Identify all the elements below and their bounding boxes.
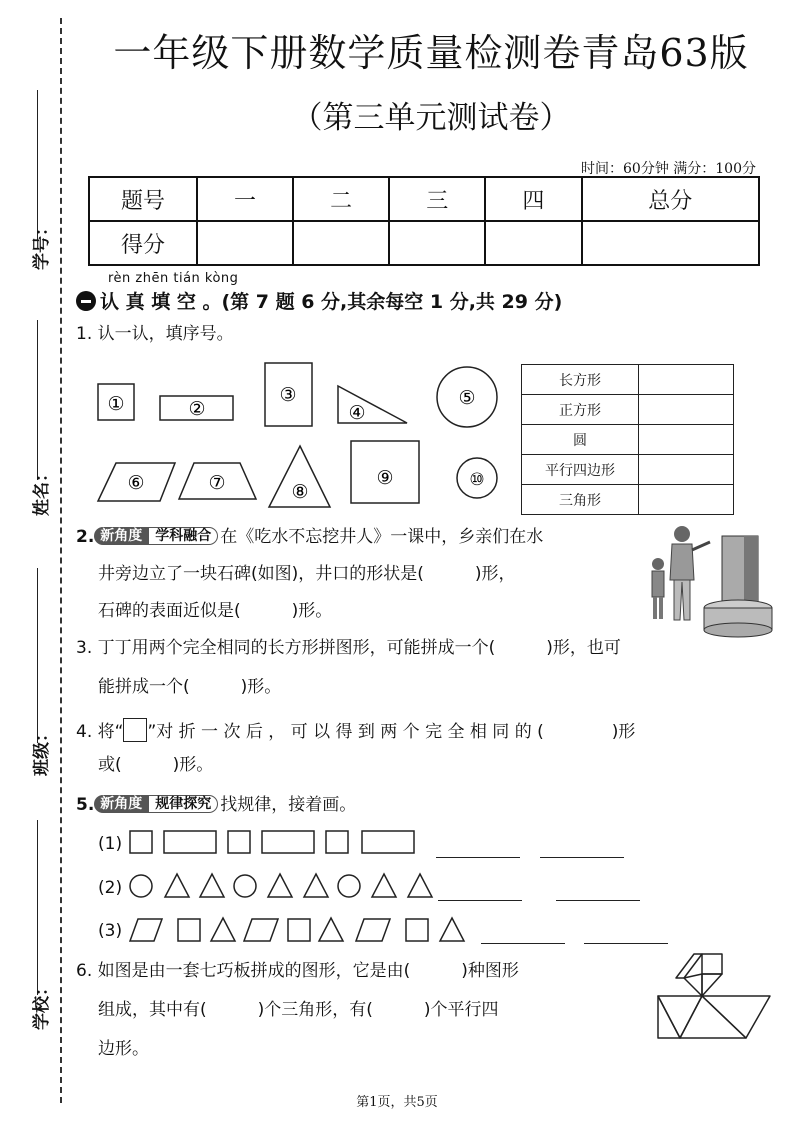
school-line xyxy=(37,820,38,995)
page-title: 一年级下册数学质量检测卷青岛63版 xyxy=(113,31,749,75)
pattern-square xyxy=(228,831,250,853)
score-table xyxy=(88,176,760,266)
stele-shade-icon xyxy=(744,536,758,604)
score-table-header-row xyxy=(89,177,759,221)
answer-cell[interactable] xyxy=(639,365,734,395)
pattern-answer-blank[interactable] xyxy=(556,900,640,901)
shape-label: ④ xyxy=(348,402,366,424)
score-input-cell[interactable] xyxy=(485,221,581,265)
table-row xyxy=(522,485,734,515)
pattern-triangle xyxy=(372,874,396,897)
student-number-line xyxy=(37,90,38,240)
pattern-parallelogram xyxy=(130,919,162,941)
section-heading xyxy=(76,287,562,314)
question-2-line-1 xyxy=(76,527,543,546)
score-row-label: 得分 xyxy=(89,221,197,265)
shape-label: ⑧ xyxy=(291,481,309,503)
score-header-cell: 一 xyxy=(197,177,293,221)
table-row xyxy=(522,395,734,425)
tangram-large-triangle-icon xyxy=(702,996,770,1038)
class-label: 班级： xyxy=(32,725,52,776)
question-6-line-1: 6. 如图是由一套七巧板拼成的图形，它是由( )种图形 xyxy=(76,961,519,981)
question-4-line-1 xyxy=(76,718,635,742)
shape-type-label: 圆 xyxy=(522,425,639,455)
shape-label: ⑤ xyxy=(458,387,476,409)
shape-label: ② xyxy=(188,398,206,420)
question-5-number: 5. xyxy=(76,795,95,815)
score-header-cell: 二 xyxy=(293,177,389,221)
tangram-side-triangle-icon xyxy=(658,996,680,1038)
shape-type-label: 正方形 xyxy=(522,395,639,425)
child-leg-icon xyxy=(659,597,663,619)
student-number-label: 学号： xyxy=(32,219,52,270)
answer-cell[interactable] xyxy=(639,455,734,485)
pattern-answer-blank[interactable] xyxy=(540,857,624,858)
shape-label: ⑨ xyxy=(376,467,394,489)
pattern-answer-blank[interactable] xyxy=(481,943,565,944)
pattern-answer-blank[interactable] xyxy=(438,900,522,901)
teacher-legs-icon xyxy=(674,580,690,620)
answer-cell[interactable] xyxy=(639,485,734,515)
question-2-number: 2. xyxy=(76,527,95,547)
question-3-line-1: 3. 丁丁用两个完全相同的长方形拼图形，可能拼成一个( )形，也可 xyxy=(76,638,621,658)
shape-label: ⑥ xyxy=(127,472,145,494)
name-label: 姓名： xyxy=(32,465,52,516)
shape-type-label: 长方形 xyxy=(522,365,639,395)
pattern-triangle xyxy=(211,918,235,941)
score-header-cell: 总分 xyxy=(582,177,760,221)
pattern-parallelogram xyxy=(356,919,390,941)
page-subtitle: （第三单元测试卷） xyxy=(291,100,571,136)
pattern-figures xyxy=(126,826,466,951)
new-angle-tag: 新角度 xyxy=(94,795,148,813)
tangram-figure xyxy=(654,950,774,1046)
shape-type-label: 平行四边形 xyxy=(522,455,639,485)
pattern-rectangle xyxy=(262,831,314,853)
pattern-rectangle xyxy=(164,831,216,853)
tangram-small-triangle-icon xyxy=(684,974,702,996)
pattern-triangle xyxy=(319,918,343,941)
pattern-triangle xyxy=(304,874,328,897)
question-4-line-2: 或( )形。 xyxy=(98,755,214,775)
pattern-exploration-tag: 规律探究 xyxy=(148,795,218,813)
answer-cell[interactable] xyxy=(639,395,734,425)
question-5-text: 找规律，接着画。 xyxy=(220,795,357,815)
question-2-line-3: 石碑的表面近似是( )形。 xyxy=(98,601,333,621)
question-6-line-3: 边形。 xyxy=(98,1039,149,1059)
pattern-square xyxy=(178,919,200,941)
pattern-row-2-label: (2) xyxy=(98,878,123,898)
child-head-icon xyxy=(652,558,664,570)
section-pinyin: rèn zhēn tián kòng xyxy=(108,271,239,286)
pattern-square xyxy=(406,919,428,941)
tangram-small-triangle-icon xyxy=(702,974,722,996)
score-input-cell[interactable] xyxy=(582,221,760,265)
score-input-cell[interactable] xyxy=(389,221,485,265)
shape-label: ⑩ xyxy=(469,470,485,490)
section-one-badge-icon xyxy=(76,291,96,311)
well-and-stele-illustration xyxy=(644,520,774,650)
tangram-medium-triangle-icon xyxy=(658,996,702,1038)
time-info: 时间：60分钟 满分：100分 xyxy=(581,161,756,177)
square-symbol-icon xyxy=(123,718,147,742)
score-header-cell: 三 xyxy=(389,177,485,221)
pattern-answer-blank[interactable] xyxy=(436,857,520,858)
question-2-text-1: 在《吃水不忘挖井人》一课中，乡亲们在水 xyxy=(220,527,544,547)
shape-answer-table xyxy=(521,364,734,515)
question-5-line-1 xyxy=(76,795,356,814)
teacher-body-icon xyxy=(670,544,694,580)
pattern-triangle xyxy=(408,874,432,897)
class-line xyxy=(37,568,38,743)
pattern-circle xyxy=(338,875,360,897)
score-header-cell: 题号 xyxy=(89,177,197,221)
question-1-circles xyxy=(432,360,512,510)
pattern-triangle xyxy=(440,918,464,941)
shape-label: ③ xyxy=(279,384,297,406)
tangram-large-triangle-icon xyxy=(680,996,746,1038)
table-row xyxy=(522,365,734,395)
pattern-answer-blank[interactable] xyxy=(584,943,668,944)
pattern-rectangle xyxy=(362,831,414,853)
score-input-cell[interactable] xyxy=(293,221,389,265)
pattern-triangle xyxy=(268,874,292,897)
shape-type-label: 三角形 xyxy=(522,485,639,515)
teacher-head-icon xyxy=(674,526,690,542)
pattern-square xyxy=(288,919,310,941)
table-row xyxy=(522,455,734,485)
question-3-line-2: 能拼成一个( )形。 xyxy=(98,677,282,697)
score-table-score-row xyxy=(89,221,759,265)
pattern-triangle xyxy=(165,874,189,897)
score-input-cell[interactable] xyxy=(197,221,293,265)
pattern-circle xyxy=(234,875,256,897)
answer-cell[interactable] xyxy=(639,425,734,455)
name-line xyxy=(37,320,38,480)
well-base-icon xyxy=(704,623,772,637)
question-1-text: 1. 认一认，填序号。 xyxy=(76,324,234,344)
page-footer: 第1页，共5页 xyxy=(356,1095,438,1110)
shape-label: ① xyxy=(107,393,125,415)
pattern-circle xyxy=(130,875,152,897)
school-label: 学校： xyxy=(32,979,52,1030)
shape-label: ⑦ xyxy=(208,472,226,494)
teacher-arm-icon xyxy=(692,542,710,550)
pattern-row-3-label: (3) xyxy=(98,921,123,941)
question-1-shapes xyxy=(90,356,430,516)
pattern-parallelogram xyxy=(244,919,278,941)
question-4-text-a: 4. 将“ xyxy=(76,722,124,742)
child-leg-icon xyxy=(653,597,657,619)
subject-integration-tag: 学科融合 xyxy=(148,527,218,545)
pattern-square xyxy=(130,831,152,853)
child-body-icon xyxy=(652,571,664,597)
pattern-triangle xyxy=(200,874,224,897)
question-6-line-2: 组成，其中有( )个三角形，有( )个平行四 xyxy=(98,1000,499,1020)
binding-dashed-line xyxy=(60,18,62,1103)
pattern-square xyxy=(326,831,348,853)
question-4-text-b: ”对 折 一 次 后 ， 可 以 得 到 两 个 完 全 相 同 的 ( )形 xyxy=(147,722,636,742)
score-header-cell: 四 xyxy=(485,177,581,221)
new-angle-tag: 新角度 xyxy=(94,527,148,545)
tangram-square-icon xyxy=(702,954,722,974)
pattern-row-1-label: (1) xyxy=(98,834,123,854)
table-row xyxy=(522,425,734,455)
section-heading-text: 认 真 填 空 。(第 7 题 6 分,其余每空 1 分,共 29 分) xyxy=(100,291,563,313)
question-2-line-2: 井旁边立了一块石碑(如图)，井口的形状是( )形， xyxy=(98,564,516,584)
